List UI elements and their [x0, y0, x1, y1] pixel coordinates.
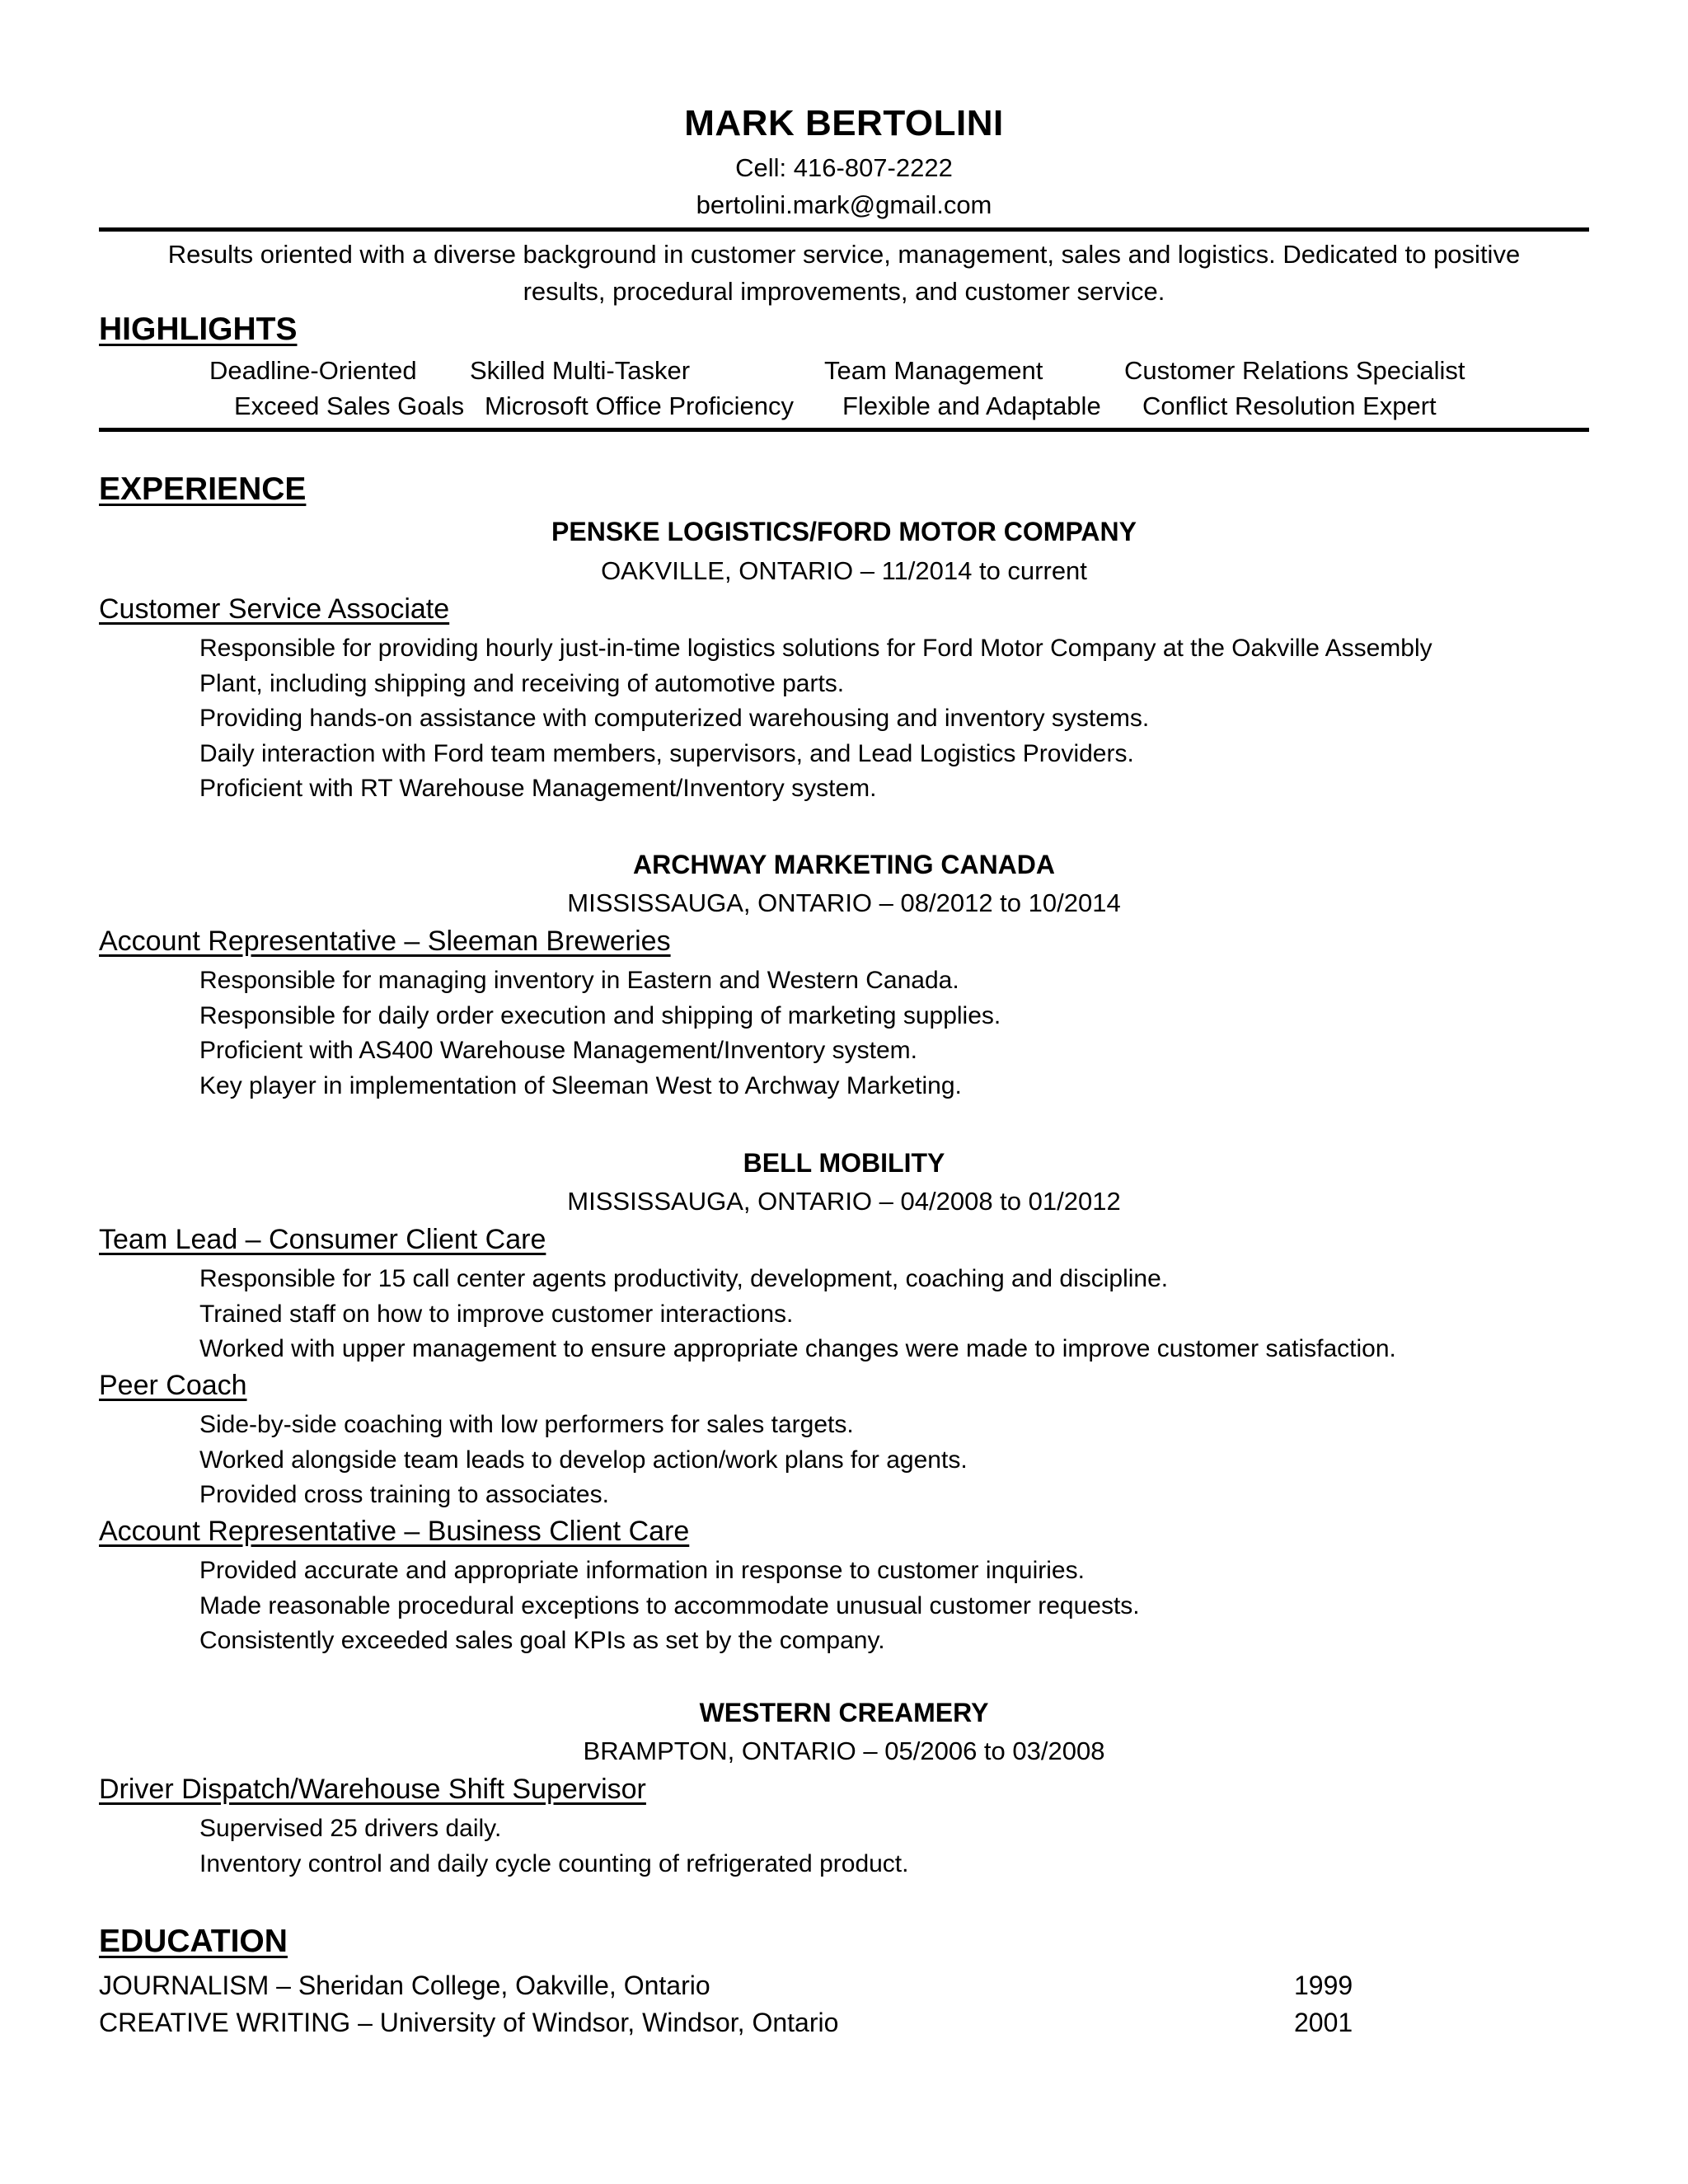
- highlight-item: Flexible and Adaptable: [842, 391, 1101, 420]
- contact-cell: Cell: 416-807-2222: [735, 153, 953, 182]
- summary: [99, 236, 1589, 310]
- header-divider: [99, 227, 1589, 232]
- job-role-title: Team Lead – Consumer Client Care: [99, 1224, 546, 1255]
- highlights-row: [99, 356, 1589, 389]
- duty-line: Supervised 25 drivers daily.: [199, 1815, 502, 1842]
- duty-line: Responsible for managing inventory in Eastern and Western Canada.: [199, 967, 959, 994]
- job-location: MISSISSAUGA, ONTARIO – 04/2008 to 01/2012: [567, 1187, 1121, 1216]
- duty-line: Proficient with AS400 Warehouse Management/Inventory system.: [199, 1037, 917, 1064]
- job-company: BELL MOBILITY: [743, 1148, 945, 1178]
- highlights-heading: HIGHLIGHTS: [99, 312, 298, 347]
- highlight-item: Skilled Multi-Tasker: [470, 356, 691, 385]
- duty-line: Providing hands-on assistance with computerized warehousing and inventory systems.: [199, 705, 1150, 732]
- job-role-duties: [199, 631, 1601, 807]
- duty-line: Plant, including shipping and receiving of automotive parts.: [199, 669, 845, 697]
- duty-line: Proficient with RT Warehouse Management/Inventory system.: [199, 775, 877, 802]
- duty-line: Key player in implementation of Sleeman West to Archway Marketing.: [199, 1071, 962, 1099]
- summary-line: results, procedural improvements, and customer service.: [523, 277, 1165, 306]
- duty-line: Worked alongside team leads to develop action/work plans for agents.: [199, 1446, 968, 1474]
- education-item: [99, 2008, 1589, 2044]
- job-role-duties: [199, 1811, 1601, 1882]
- job-role-duties: [199, 1554, 1601, 1659]
- job-location: MISSISSAUGA, ONTARIO – 08/2012 to 10/2014: [567, 888, 1121, 917]
- job-company: ARCHWAY MARKETING CANADA: [632, 850, 1055, 879]
- education-year: 2001: [1294, 2008, 1353, 2037]
- duty-line: Trained staff on how to improve customer interactions.: [199, 1300, 794, 1328]
- duty-line: Provided cross training to associates.: [199, 1481, 609, 1508]
- education-degree: CREATIVE WRITING – University of Windsor, Windsor, Ontario: [99, 2008, 839, 2037]
- education-degree: JOURNALISM – Sheridan College, Oakville, Ontario: [99, 1971, 710, 2000]
- duty-line: Responsible for 15 call center agents productivity, development, coaching and discipline.: [199, 1265, 1169, 1292]
- highlight-item: Conflict Resolution Expert: [1142, 391, 1437, 420]
- highlight-item: Exceed Sales Goals: [234, 391, 465, 420]
- job-role-duties: [199, 963, 1601, 1104]
- highlight-item: Customer Relations Specialist: [1124, 356, 1465, 385]
- duty-line: Worked with upper management to ensure appropriate changes were made to improve customer satisfaction.: [199, 1335, 1396, 1362]
- job-role-title: Account Representative – Sleeman Breweries: [99, 926, 671, 957]
- duty-line: Daily interaction with Ford team members, supervisors, and Lead Logistics Providers.: [199, 739, 1134, 767]
- highlight-item: Microsoft Office Proficiency: [485, 391, 794, 420]
- highlights-row: [99, 391, 1589, 424]
- job-role-title: Account Representative – Business Client Care: [99, 1516, 690, 1547]
- candidate-name: MARK BERTOLINI: [684, 103, 1004, 143]
- job-location: BRAMPTON, ONTARIO – 05/2006 to 03/2008: [583, 1736, 1105, 1765]
- job-role-title: Customer Service Associate: [99, 593, 450, 625]
- highlight-item: Team Management: [824, 356, 1043, 385]
- duty-line: Inventory control and daily cycle counting of refrigerated product.: [199, 1849, 909, 1877]
- job-role-duties: [199, 1262, 1601, 1367]
- duty-line: Provided accurate and appropriate information in response to customer inquiries.: [199, 1557, 1085, 1584]
- highlight-item: Deadline-Oriented: [209, 356, 417, 385]
- job-role-title: Driver Dispatch/Warehouse Shift Supervisor: [99, 1774, 646, 1805]
- job-company: WESTERN CREAMERY: [699, 1698, 989, 1727]
- duty-line: Made reasonable procedural exceptions to accommodate unusual customer requests.: [199, 1591, 1140, 1619]
- job-role-duties: [199, 1408, 1601, 1513]
- duty-line: Responsible for providing hourly just-in-time logistics solutions for Ford Motor Company at the Oakville Assembly: [199, 635, 1432, 662]
- highlights-divider: [99, 428, 1589, 432]
- education-item: [99, 1971, 1589, 2007]
- duty-line: Side-by-side coaching with low performers for sales targets.: [199, 1411, 854, 1438]
- job-location: OAKVILLE, ONTARIO – 11/2014 to current: [601, 556, 1087, 585]
- job-role-title: Peer Coach: [99, 1370, 247, 1401]
- summary-line: Results oriented with a diverse background in customer service, management, sales and logistics. Dedicated to positive: [167, 240, 1521, 269]
- education-heading: EDUCATION: [99, 1924, 288, 1959]
- job-company: PENSKE LOGISTICS/FORD MOTOR COMPANY: [551, 517, 1137, 546]
- education-year: 1999: [1294, 1971, 1353, 2000]
- duty-line: Responsible for daily order execution and shipping of marketing supplies.: [199, 1001, 1001, 1029]
- contact-email: bertolini.mark@gmail.com: [696, 190, 992, 219]
- duty-line: Consistently exceeded sales goal KPIs as set by the company.: [199, 1627, 885, 1654]
- experience-heading: EXPERIENCE: [99, 471, 307, 507]
